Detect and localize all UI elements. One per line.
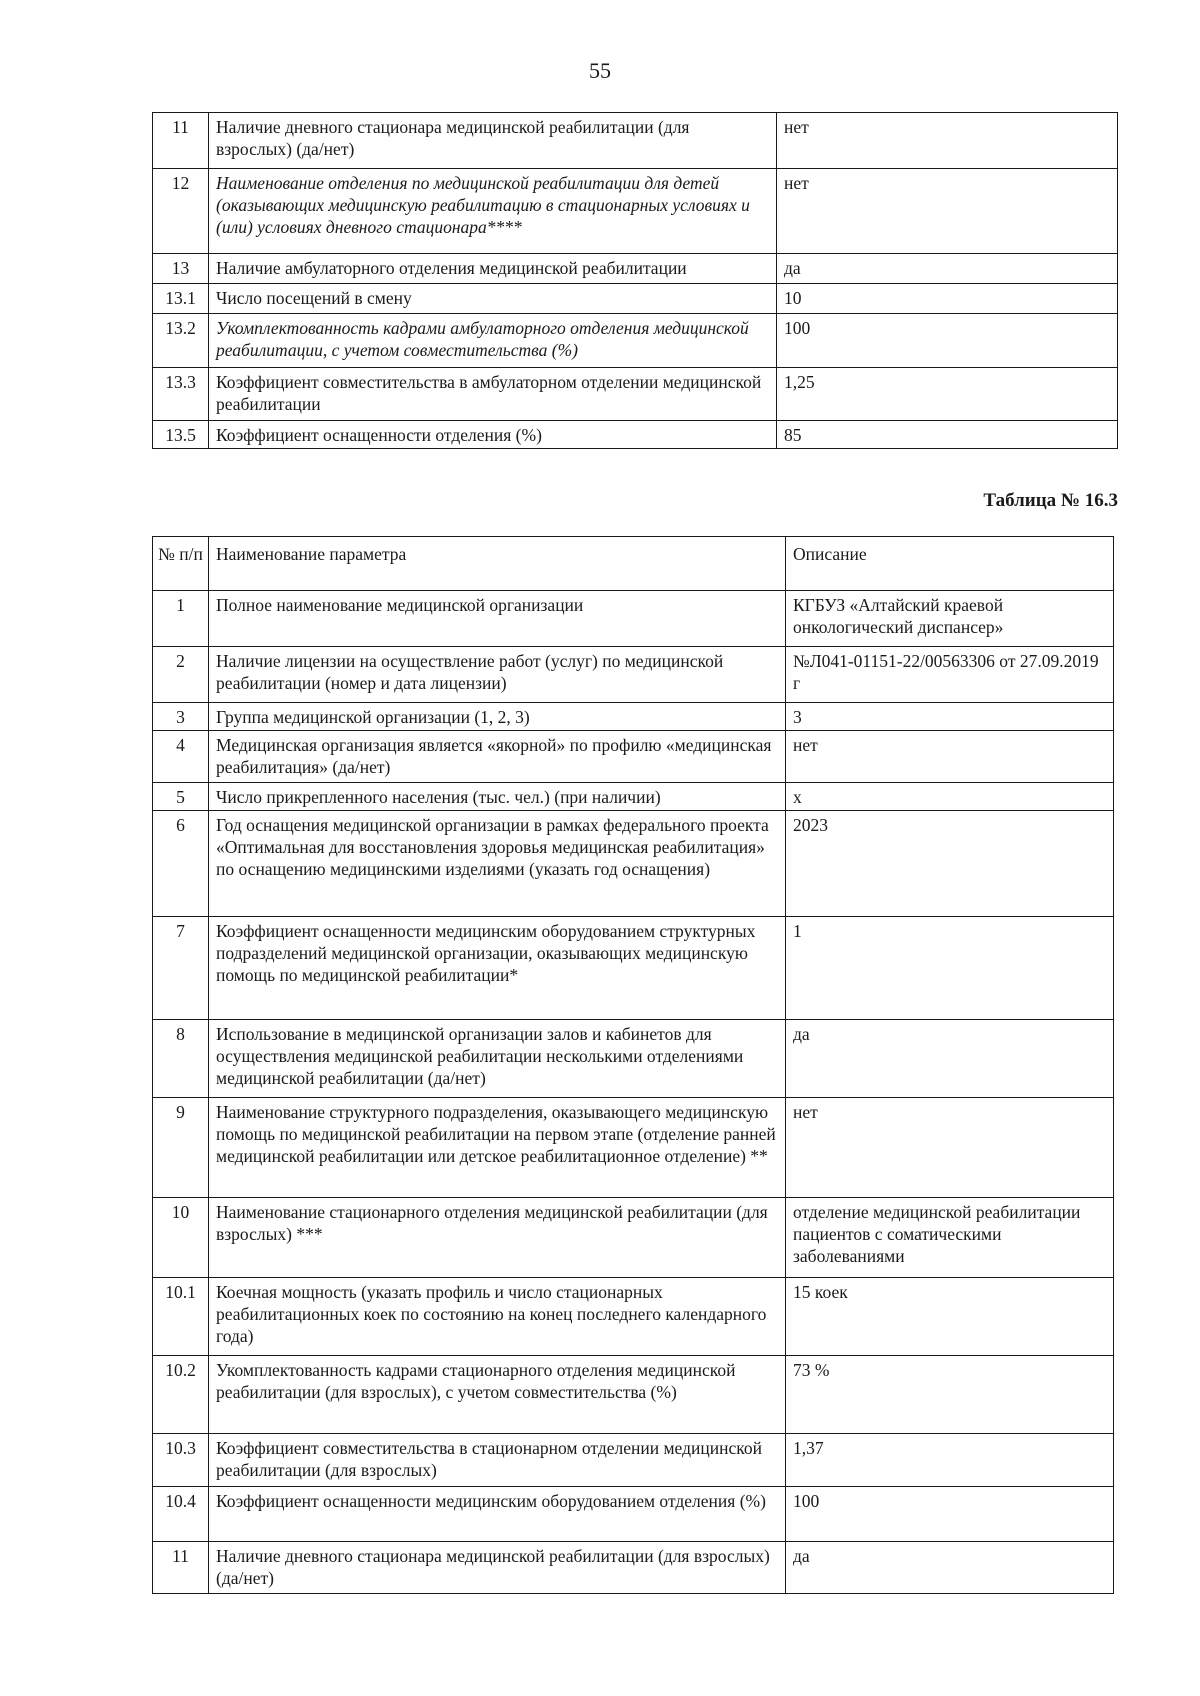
row-number: 10.2 xyxy=(153,1356,209,1434)
parameter-value: нет xyxy=(786,731,1114,783)
table-row xyxy=(153,1278,1114,1356)
row-number: 12 xyxy=(153,169,209,254)
parameter-name: Коэффициент совместительства в стационарном отделении медицинской реабилитации (для взрослых) xyxy=(209,1434,786,1487)
table-row xyxy=(153,1198,1114,1278)
parameter-value: да xyxy=(786,1542,1114,1594)
parameter-name: Наименование отделения по медицинской реабилитации для детей (оказывающих медицинскую реабилитацию в стационарных условиях и (или) условиях дневного стационара**** xyxy=(209,169,777,254)
table-row xyxy=(153,783,1114,811)
row-number: 13.5 xyxy=(153,421,209,449)
parameter-value: 100 xyxy=(786,1487,1114,1542)
row-number: 10.4 xyxy=(153,1487,209,1542)
table-row xyxy=(153,284,1118,314)
parameter-name: Число посещений в смену xyxy=(209,284,777,314)
row-number: 10 xyxy=(153,1198,209,1278)
row-number: 11 xyxy=(153,1542,209,1594)
table-row xyxy=(153,169,1118,254)
parameter-name: Наименование структурного подразделения, оказывающего медицинскую помощь по медицинской реабилитации на первом этапе (отделение ранней медицинской реабилитации или детское реабилитационное отделение) ** xyxy=(209,1098,786,1198)
parameter-value: КГБУЗ «Алтайский краевой онкологический диспансер» xyxy=(786,591,1114,647)
parameter-value: да xyxy=(786,1020,1114,1098)
table-row xyxy=(153,1356,1114,1434)
table-row xyxy=(153,731,1114,783)
row-number: 7 xyxy=(153,917,209,1020)
parameter-value: да xyxy=(777,254,1118,284)
table-row xyxy=(153,1020,1114,1098)
parameter-name: Число прикрепленного населения (тыс. чел.) (при наличии) xyxy=(209,783,786,811)
row-number: 13.1 xyxy=(153,284,209,314)
row-number: 6 xyxy=(153,811,209,917)
table-row xyxy=(153,703,1114,731)
row-number: 9 xyxy=(153,1098,209,1198)
table-row xyxy=(153,647,1114,703)
parameter-value: 1,25 xyxy=(777,368,1118,421)
table-caption: Таблица № 16.3 xyxy=(983,490,1118,511)
table-row xyxy=(153,113,1118,169)
parameter-value: 85 xyxy=(777,421,1118,449)
parameter-value: 1 xyxy=(786,917,1114,1020)
parameter-name: Наличие амбулаторного отделения медицинской реабилитации xyxy=(209,254,777,284)
header-number: № п/п xyxy=(153,537,209,591)
row-number: 3 xyxy=(153,703,209,731)
parameter-name: Коэффициент оснащенности медицинским оборудованием отделения (%) xyxy=(209,1487,786,1542)
table-row xyxy=(153,1542,1114,1594)
parameter-name: Коечная мощность (указать профиль и число стационарных реабилитационных коек по состоянию на конец последнего календарного года) xyxy=(209,1278,786,1356)
parameter-name: Год оснащения медицинской организации в рамках федерального проекта «Оптимальная для восстановления здоровья медицинская реабилитация» по оснащению медицинскими изделиями (указать год оснащения) xyxy=(209,811,786,917)
parameter-value: 15 коек xyxy=(786,1278,1114,1356)
parameter-value: отделение медицинской реабилитации пациентов с соматическими заболеваниями xyxy=(786,1198,1114,1278)
continuation-table xyxy=(152,112,1118,449)
parameter-name: Группа медицинской организации (1, 2, 3) xyxy=(209,703,786,731)
row-number: 13.3 xyxy=(153,368,209,421)
table-row xyxy=(153,314,1118,368)
row-number: 2 xyxy=(153,647,209,703)
parameter-value: нет xyxy=(777,113,1118,169)
parameter-value: 10 xyxy=(777,284,1118,314)
row-number: 1 xyxy=(153,591,209,647)
row-number: 4 xyxy=(153,731,209,783)
table-row xyxy=(153,811,1114,917)
row-number: 13.2 xyxy=(153,314,209,368)
parameter-value: 100 xyxy=(777,314,1118,368)
parameter-value: 1,37 xyxy=(786,1434,1114,1487)
header-parameter: Наименование параметра xyxy=(209,537,786,591)
table-row xyxy=(153,1098,1114,1198)
parameter-value: нет xyxy=(786,1098,1114,1198)
parameter-name: Укомплектованность кадрами стационарного отделения медицинской реабилитации (для взрослых), с учетом совместительства (%) xyxy=(209,1356,786,1434)
header-description: Описание xyxy=(786,537,1114,591)
parameter-name: Коэффициент совместительства в амбулаторном отделении медицинской реабилитации xyxy=(209,368,777,421)
row-number: 8 xyxy=(153,1020,209,1098)
parameter-name: Использование в медицинской организации залов и кабинетов для осуществления медицинской реабилитации несколькими отделениями медицинской реабилитации (да/нет) xyxy=(209,1020,786,1098)
organization-parameters-table xyxy=(152,536,1114,1594)
parameter-name: Медицинская организация является «якорной» по профилю «медицинская реабилитация» (да/нет) xyxy=(209,731,786,783)
row-number: 10.3 xyxy=(153,1434,209,1487)
parameter-value: 2023 xyxy=(786,811,1114,917)
parameter-name: Коэффициент оснащенности отделения (%) xyxy=(209,421,777,449)
parameter-name: Наличие дневного стационара медицинской реабилитации (для взрослых) (да/нет) xyxy=(209,113,777,169)
parameter-value: 73 % xyxy=(786,1356,1114,1434)
table-row xyxy=(153,368,1118,421)
parameter-name: Наименование стационарного отделения медицинской реабилитации (для взрослых) *** xyxy=(209,1198,786,1278)
row-number: 10.1 xyxy=(153,1278,209,1356)
table-row xyxy=(153,591,1114,647)
row-number: 5 xyxy=(153,783,209,811)
table-row xyxy=(153,917,1114,1020)
parameter-name: Наличие лицензии на осуществление работ (услуг) по медицинской реабилитации (номер и дата лицензии) xyxy=(209,647,786,703)
parameter-name: Коэффициент оснащенности медицинским оборудованием структурных подразделений медицинской организации, оказывающих медицинскую помощь по медицинской реабилитации* xyxy=(209,917,786,1020)
table-row xyxy=(153,1487,1114,1542)
table-header-row xyxy=(153,537,1114,591)
parameter-value: нет xyxy=(777,169,1118,254)
table-row xyxy=(153,254,1118,284)
parameter-value: х xyxy=(786,783,1114,811)
parameter-name: Укомплектованность кадрами амбулаторного отделения медицинской реабилитации, с учетом совместительства (%) xyxy=(209,314,777,368)
parameter-name: Полное наименование медицинской организации xyxy=(209,591,786,647)
parameter-name: Наличие дневного стационара медицинской реабилитации (для взрослых) (да/нет) xyxy=(209,1542,786,1594)
parameter-value: №Л041-01151-22/00563306 от 27.09.2019 г xyxy=(786,647,1114,703)
table-row xyxy=(153,421,1118,449)
row-number: 13 xyxy=(153,254,209,284)
parameter-value: 3 xyxy=(786,703,1114,731)
row-number: 11 xyxy=(153,113,209,169)
page-number: 55 xyxy=(589,58,611,83)
table-row xyxy=(153,1434,1114,1487)
